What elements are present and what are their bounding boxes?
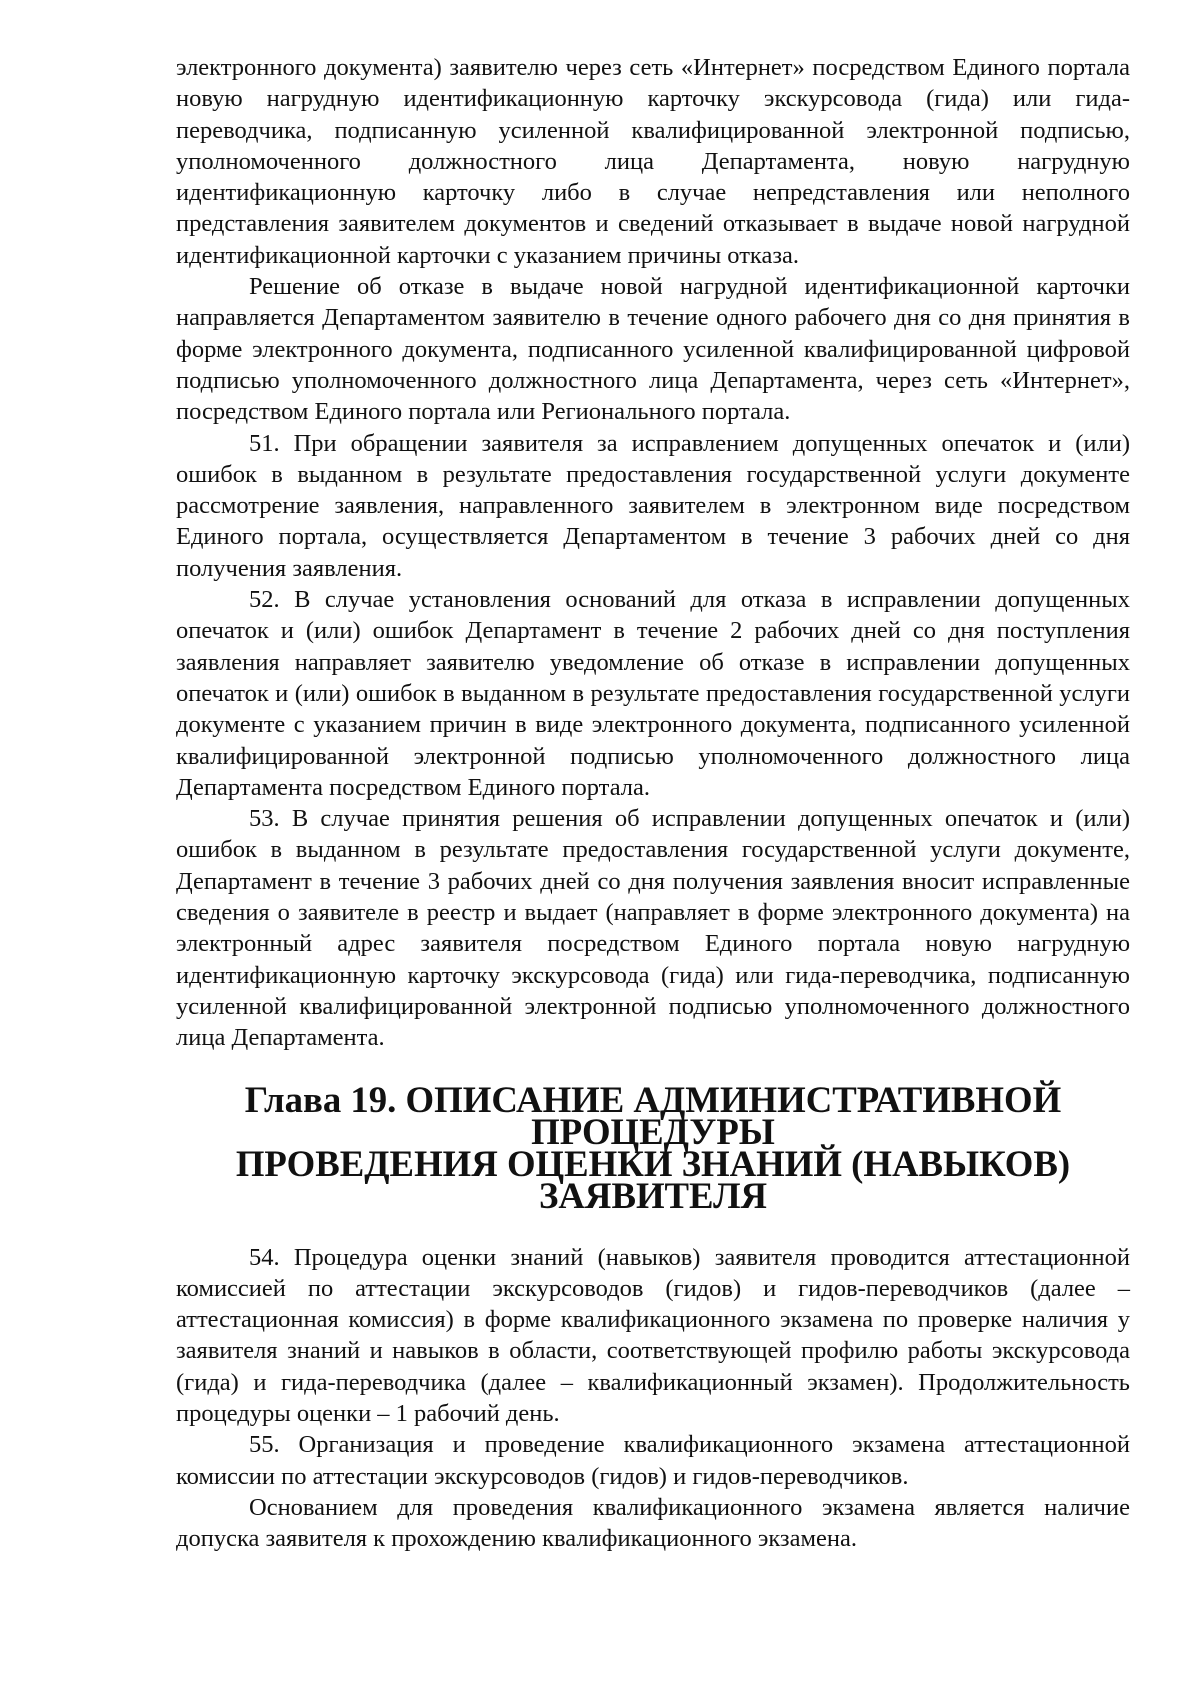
chapter-heading bbox=[176, 1078, 1130, 1216]
paragraph-55: 55. Организация и проведение квалификационного экзамена аттестационной комиссии по аттестации экскурсоводов (гидов) и гидов-переводчиков. bbox=[176, 1431, 1130, 1490]
paragraph-51: 51. При обращении заявителя за исправлением допущенных опечаток и (или) ошибок в выданном в результате предоставления государственной услуги документе рассмотрение заявления, направленного заявителем в электронном виде посредством Единого портала, осуществляется Департаментом в течение 3 рабочих дней со дня получения заявления. bbox=[176, 429, 1130, 582]
paragraph-continuation: электронного документа) заявителю через сеть «Интернет» посредством Единого портала новую нагрудную идентификационную карточку экскурсовода (гида) или гида-переводчика, подписанную усиленной квалифицированной электронной подписью, уполномоченного должностного лица Департамента, новую нагрудную идентификационную карточку либо в случае непредставления или неполного представления заявителем документов и сведений отказывает в выдаче новой нагрудной идентификационной карточки с указанием причины отказа. bbox=[176, 54, 1130, 269]
paragraph-54: 54. Процедура оценки знаний (навыков) заявителя проводится аттестационной комиссией по аттестации экскурсоводов (гидов) и гидов-переводчиков (далее – аттестационная комиссия) в форме квалификационного экзамена по проверке наличия у заявителя знаний и навыков в области, соответствующей профилю работы экскурсовода (гида) и гида-переводчика (далее – квалификационный экзамен). Продолжительность процедуры оценки – 1 рабочий день. bbox=[176, 1243, 1130, 1427]
paragraph-refusal-decision: Решение об отказе в выдаче новой нагрудной идентификационной карточки направляется Департаментом заявителю в течение одного рабочего дня со дня принятия в форме электронного документа, подписанного усиленной квалифицированной цифровой подписью уполномоченного должностного лица Департамента, через сеть «Интернет», посредством Единого портала или Регионального портала. bbox=[176, 273, 1130, 426]
document-page bbox=[176, 52, 1130, 1554]
chapter-heading-line-1: Глава 19. ОПИСАНИЕ АДМИНИСТРАТИВНОЙ ПРОЦЕДУРЫ bbox=[244, 1078, 1062, 1152]
paragraph-53: 53. В случае принятия решения об исправлении допущенных опечаток и (или) ошибок в выданном в результате предоставления государственной услуги документе, Департамент в течение 3 рабочих дней со дня получения заявления вносит исправленные сведения о заявителе в реестр и выдает (направляет в форме электронного документа) на электронный адрес заявителя посредством Единого портала новую нагрудную идентификационную карточку экскурсовода (гида) или гида-переводчика, подписанную усиленной квалифицированной электронной подписью уполномоченного должностного лица Департамента. bbox=[176, 805, 1130, 1052]
paragraph-exam-basis: Основанием для проведения квалификационного экзамена является наличие допуска заявителя к прохождению квалификационного экзамена. bbox=[176, 1493, 1130, 1553]
chapter-heading-line-2: ПРОВЕДЕНИЯ ОЦЕНКИ ЗНАНИЙ (НАВЫКОВ) ЗАЯВИТЕЛЯ bbox=[235, 1142, 1071, 1216]
paragraph-52: 52. В случае установления оснований для отказа в исправлении допущенных опечаток и (или) ошибок Департамент в течение 2 рабочих дней со дня поступления заявления направляет заявителю уведомление об отказе в исправлении допущенных опечаток и (или) ошибок в выданном в результате предоставления государственной услуги документе с указанием причин в виде электронного документа, подписанного усиленной квалифицированной электронной подписью уполномоченного должностного лица Департамента посредством Единого портала. bbox=[176, 586, 1130, 801]
